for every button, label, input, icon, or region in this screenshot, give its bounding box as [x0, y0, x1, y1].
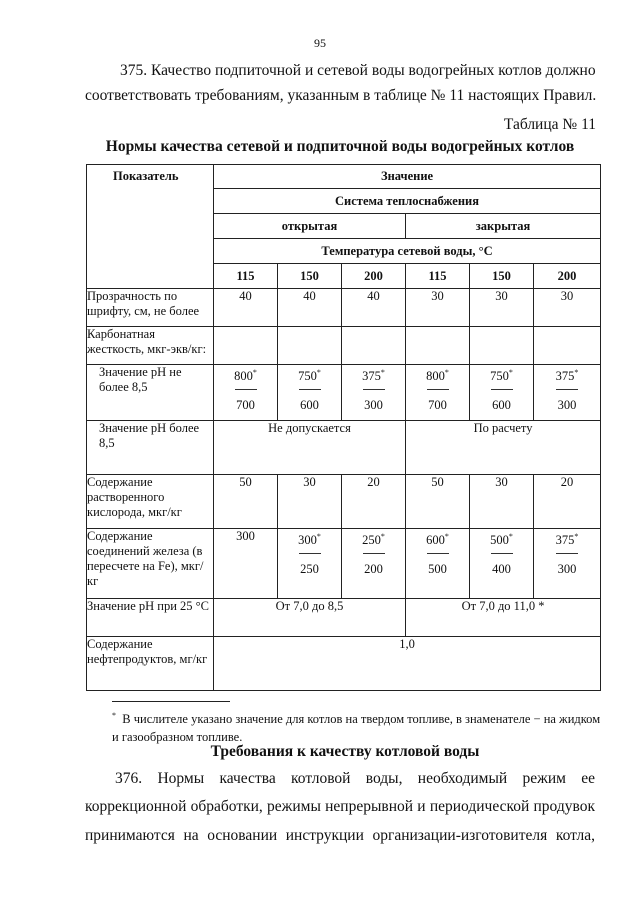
table-cell: От 7,0 до 8,5 [214, 599, 406, 637]
table-cell: 375* 300 [342, 365, 406, 421]
table-cell: 30 [278, 475, 342, 529]
footnote-divider [112, 701, 230, 702]
table-cell: Не допускается [214, 421, 406, 475]
footnote-text: В числителе указано значение для котлов на твердом топливе, в знаменателе − на жидком и газообразном топливе. [112, 712, 601, 745]
table-cell: 750* 600 [470, 365, 534, 421]
water-quality-table [86, 164, 601, 691]
table-cell: 600* 500 [406, 529, 470, 599]
table-cell: 40 [214, 289, 278, 327]
table-cell: 800* 700 [406, 365, 470, 421]
table-cell: 50 [214, 475, 278, 529]
table-row [87, 365, 601, 421]
table-row [87, 599, 601, 637]
table-row [87, 289, 601, 327]
table-cell: 40 [278, 289, 342, 327]
header-temp: 200 [342, 264, 406, 289]
table-cell: 20 [534, 475, 601, 529]
table-row [87, 475, 601, 529]
table-label: Таблица № 11 [503, 116, 596, 133]
table-cell: 30 [534, 289, 601, 327]
header-temp: 115 [406, 264, 470, 289]
header-network-water-temperature: Температура сетевой воды, °С [214, 239, 601, 264]
paragraph-376-line-2: коррекционной обработки, режимы непрерывной и периодической продувок [85, 798, 595, 815]
table-cell: 30 [470, 289, 534, 327]
table-cell: По расчету [406, 421, 601, 475]
paragraph-375-line-1: 375. Качество подпиточной и сетевой воды водогрейных котлов должно [120, 62, 596, 79]
footnote: * В числителе указано значение для котлов на твердом топливе, в знаменателе − на жидком и газообразном топливе. [112, 711, 601, 745]
row-label-ph-not-more-8-5: Значение pH не более 8,5 [87, 365, 214, 421]
table-cell: 375* 300 [534, 365, 601, 421]
table-cell: 375* 300 [534, 529, 601, 599]
header-temp: 150 [278, 264, 342, 289]
page-number: 95 [314, 36, 326, 50]
row-label-ph-more-8-5: Значение pH более 8,5 [87, 421, 214, 475]
header-open-system: открытая [214, 214, 406, 239]
table-cell: 500* 400 [470, 529, 534, 599]
header-temp: 150 [470, 264, 534, 289]
table-cell: 300* 250 [278, 529, 342, 599]
row-label-dissolved-oxygen: Содержание растворенного кислорода, мкг/кг [87, 475, 214, 529]
table-cell: 40 [342, 289, 406, 327]
table-cell: 250* 200 [342, 529, 406, 599]
table-cell: 300 [214, 529, 278, 599]
table-row [87, 637, 601, 691]
table-cell: 1,0 [214, 637, 601, 691]
table-title: Нормы качества сетевой и подпиточной воды водогрейных котлов [105, 138, 575, 155]
table-cell: 800* 700 [214, 365, 278, 421]
header-value: Значение [214, 165, 601, 189]
row-label-ph-at-25c: Значение pH при 25 °С [87, 599, 214, 637]
header-heat-supply-system: Система теплоснабжения [214, 189, 601, 214]
section-heading: Требования к качеству котловой воды [210, 743, 480, 760]
header-indicator: Показатель [87, 165, 214, 289]
table-cell: 750* 600 [278, 365, 342, 421]
table-cell: 20 [342, 475, 406, 529]
table-cell: 50 [406, 475, 470, 529]
header-temp: 200 [534, 264, 601, 289]
table-row [87, 529, 601, 599]
row-label-iron-compounds: Содержание соединений железа (в пересчете на Fe), мкг/кг [87, 529, 214, 599]
header-temp: 115 [214, 264, 278, 289]
table-row [87, 327, 601, 365]
table-cell: От 7,0 до 11,0 * [406, 599, 601, 637]
table-row [87, 421, 601, 475]
paragraph-376-line-1: 376. Нормы качества котловой воды, необходимый режим ее [115, 770, 595, 787]
table-cell: 30 [406, 289, 470, 327]
row-label-transparency: Прозрачность по шрифту, см, не более [87, 289, 214, 327]
table-cell: 30 [470, 475, 534, 529]
row-label-carbonate-hardness: Карбонатная жесткость, мкг-экв/кг: [87, 327, 214, 365]
row-label-oil-products: Содержание нефтепродуктов, мг/кг [87, 637, 214, 691]
paragraph-375-line-2: соответствовать требованиям, указанным в таблице № 11 настоящих Правил. [85, 87, 597, 104]
header-closed-system: закрытая [406, 214, 601, 239]
paragraph-376-line-3: принимаются на основании инструкции организации-изготовителя котла, [85, 827, 595, 844]
